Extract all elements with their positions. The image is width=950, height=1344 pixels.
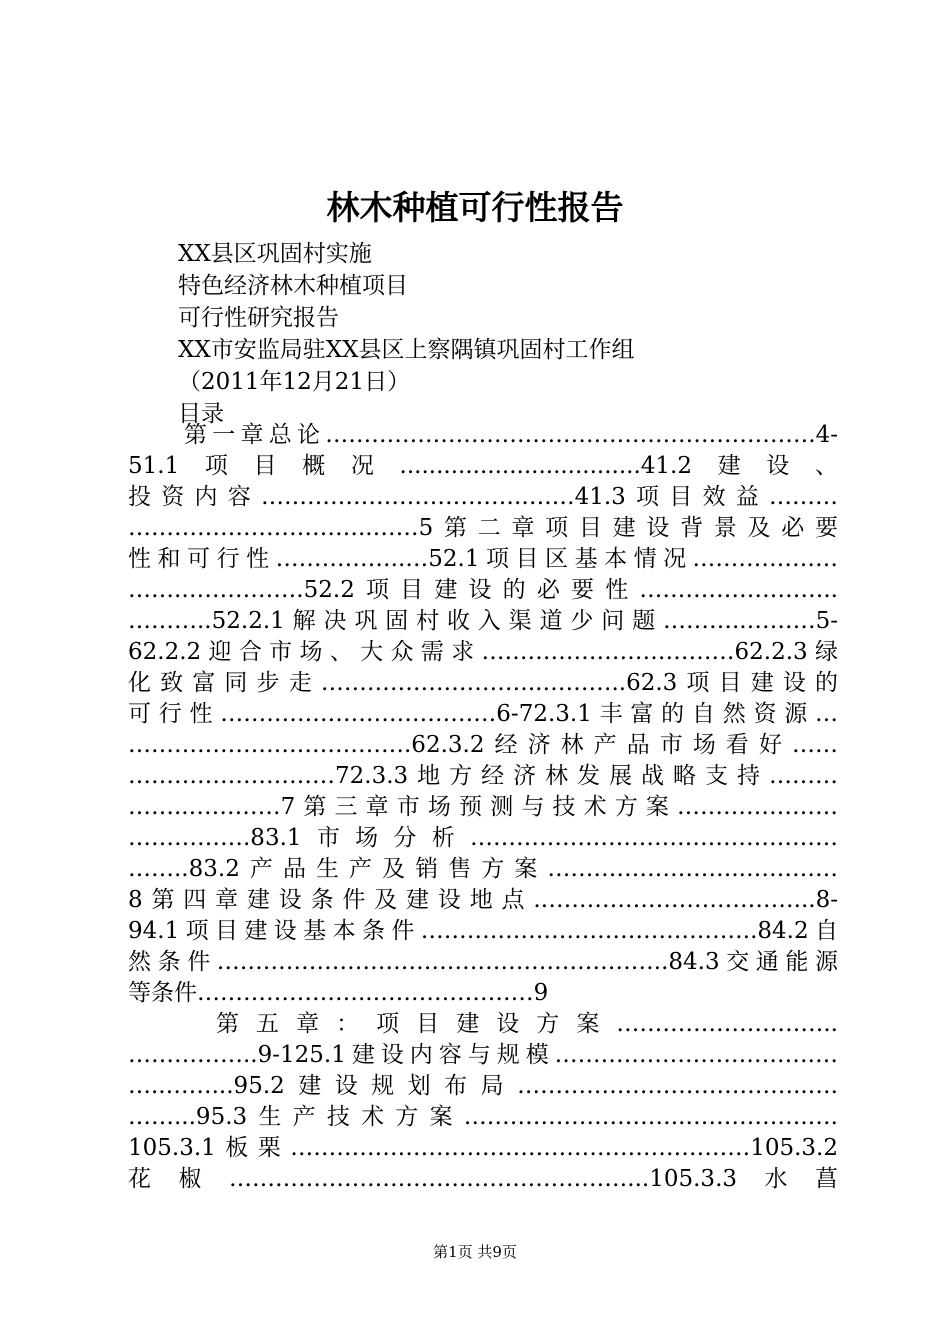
toc-line: ………………………72.3.3地方经济林发展战略支持……… [128,763,838,789]
toc-line: 8第四章建设条件及建设地点.……………………………...8- [128,887,838,913]
toc-line: …….…………….52.2项目建设的必要性…………………….. [128,577,838,603]
document-title: 林木种植可行性报告 [326,188,624,227]
toc-line: 投资内容…………………………….….…41.3项目效益……… [128,484,838,510]
toc-line: ……………..9-125.1建设内容与规模…………………………….… [128,1042,838,1068]
toc-line: ……..…………7第三章市场预测与技术方案………………… [128,794,838,820]
toc-line: ……...95.3生产技术方案………………………..…………….…. [128,1104,838,1130]
page-footer: 第1页 共9页 [433,1243,517,1261]
toc-line: …..……...95.2建设规划布局………………………………..…. [128,1073,838,1099]
date-line: （2011年12月21日） [178,369,411,395]
toc-line: 第一章总论……………………………………………………….4- [184,422,838,448]
toc-line: ………..52.2.1解决巩固村收入渠道少问题………..………5- [128,608,838,634]
toc-line: 化致富同步走………………………..………..62.3项目建设的 [128,670,838,696]
toc-line: 94.1项目建设基本条件……………………………………..84.2自 [128,918,838,944]
project-name-line: 特色经济林木种植项目 [178,273,408,299]
project-location-line: XX县区巩固村实施 [178,241,372,267]
report-type-line: 可行性研究报告 [178,305,339,331]
toc-line: 第五章：项目建设方案……………………….. [216,1011,838,1037]
toc-line: 花椒………………………….…………………...105.3.3水菖 [128,1166,838,1192]
toc-line: 105.3.1板栗……………………………………………………105.3.2 [128,1135,838,1161]
table-of-contents [128,420,838,1195]
toc-line: 51.1项目概况.................................41.2建设、 [128,453,838,479]
toc-line: …………………………..……5第二章项目建设背景及必要 [128,515,838,541]
toc-line: …………….83.1市场分析………………………………………… [128,825,838,851]
toc-line: 62.2.2迎合市场、大众需求……………………………62.2.3绿 [128,639,838,665]
toc-line: 可行性………………………………6-72.3.1丰富的自然资源… [128,701,838,727]
toc-heading: 目录 [178,401,224,427]
toc-line: 然条件…………………………………………………..84.3交通能源 [128,949,838,975]
toc-line: 等条件…………………..…………………9 [128,980,549,1006]
author-line: XX市安监局驻XX县区上察隅镇巩固村工作组 [178,337,635,363]
toc-line: 性和可行性……………..…52.1项目区基本情况.……………… [128,546,838,572]
toc-line: ……………………………….62.3.2经济林产品市场看好…… [128,732,838,758]
intro-block [178,238,635,430]
toc-line: ……..83.2产品生产及销售方案……………………..………… [128,856,838,882]
